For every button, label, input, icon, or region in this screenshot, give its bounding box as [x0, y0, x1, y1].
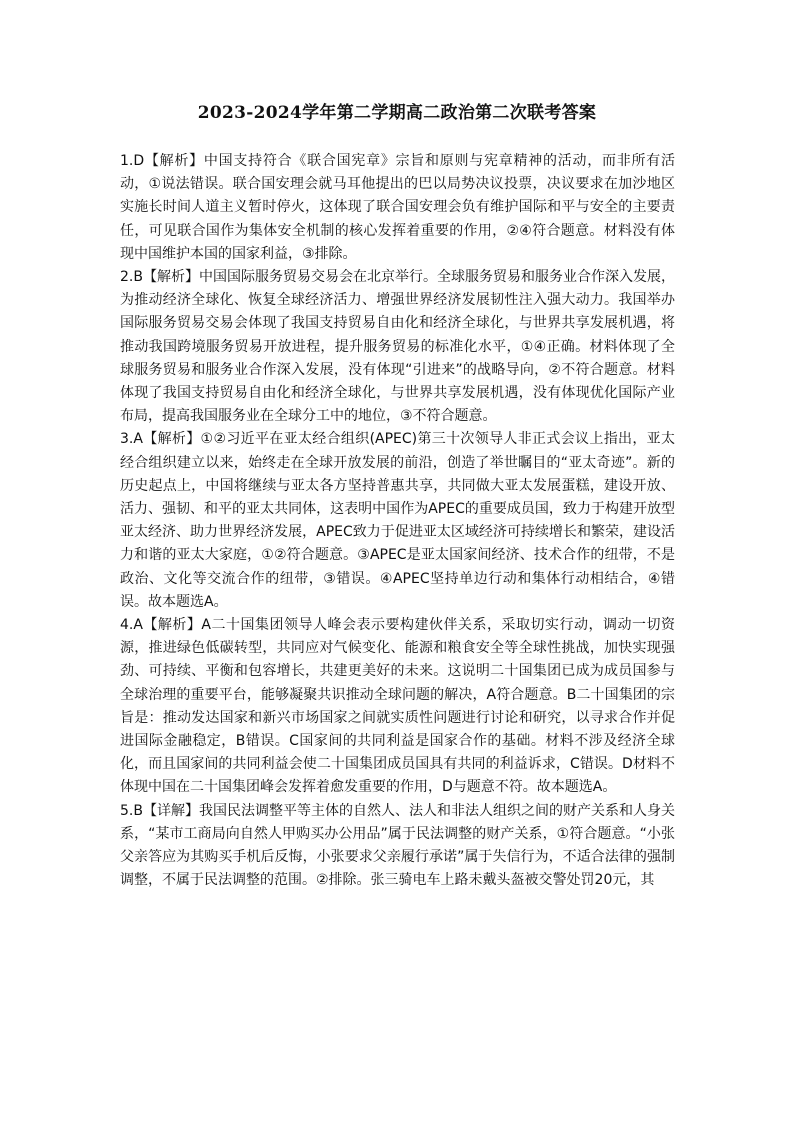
- page-title: 2023-2024学年第二学期高二政治第二次联考答案: [197, 103, 597, 123]
- answer-item-2: 2.B【解析】中国国际服务贸易交易会在北京举行。全球服务贸易和服务业合作深入发展，为推动经济全球化、恢复全球经济活力、增强世界经济发展韧性注入强大动力。我国举办国际服务贸易交易会体现了我国支持贸易自由化和经济全球化，与世界共享发展机遇，将推动我国跨境服务贸易开放进程，提升服务贸易的标准化水平，①④正确。材料体现了全球服务贸易和服务业合作深入发展，没有体现“引进来”的战略导向，②不符合题意。材料体现了我国支持贸易自由化和经济全球化，与世界共享发展机遇，没有体现优化国际产业布局，提高我国服务业在全球分工中的地位，③不符合题意。: [120, 269, 675, 425]
- answer-item-3: 3.A【解析】①②习近平在亚太经合组织(APEC)第三十次领导人非正式会议上指出，亚太经合组织建立以来，始终走在全球开放发展的前沿，创造了举世瞩目的“亚太奇迹”。新的历史起点上，中国将继续与亚太各方坚持普惠共享，共同做大亚太发展蛋糕，建设开放、活力、强韧、和平的亚太共同体，这表明中国作为APEC的重要成员国，致力于构建开放型亚太经济、助力世界经济发展，APEC致力于促进亚太区域经济可持续增长和繁荣，建设活力和谐的亚太大家庭，①②符合题意。③APEC是亚太国家间经济、技术合作的纽带，不是政治、文化等交流合作的纽带，③错误。④APEC坚持单边行动和集体行动相结合，④错误。故本题选A。: [120, 431, 675, 610]
- answer-list: [120, 150, 675, 893]
- answer-item-5: 5.B【详解】我国民法调整平等主体的自然人、法人和非法人组织之间的财产关系和人身关系，“某市工商局向自然人甲购买办公用品”属于民法调整的财产关系，①符合题意。“小张父亲答应为其购买手机后反悔，小张要求父亲履行承诺”属于失信行为，不适合法律的强制调整，不属于民法调整的范围。②排除。张三骑电车上路未戴头盔被交警处罚20元，其: [120, 802, 675, 889]
- answer-item-4: 4.A【解析】A二十国集团领导人峰会表示要构建伙伴关系，采取切实行动，调动一切资源，推进绿色低碳转型，共同应对气候变化、能源和粮食安全等全球性挑战，加快实现强劲、可持续、平衡和包容增长，共建更美好的未来。这说明二十国集团已成为成员国参与全球治理的重要平台，能够凝聚共识推动全球问题的解决，A符合题意。B二十国集团的宗旨是：推动发达国家和新兴市场国家之间就实质性问题进行讨论和研究，以寻求合作并促进国际金融稳定，B错误。C国家间的共同利益是国家合作的基础。材料不涉及经济全球化，而且国家间的共同利益会使二十国集团成员国具有共同的利益诉求，C错误。D材料不体现中国在二十国集团峰会发挥着愈发重要的作用，D与题意不符。故本题选A。: [120, 617, 675, 796]
- answer-item-1: 1.D【解析】中国支持符合《联合国宪章》宗旨和原则与宪章精神的活动，而非所有活动，①说法错误。联合国安理会就马耳他提出的巴以局势决议投票，决议要求在加沙地区实施长时间人道主义暂时停火，这体现了联合国安理会负有维护国际和平与安全的主要责任，可见联合国作为集体安全机制的核心发挥着重要的作用，②④符合题意。材料没有体现中国维护本国的国家利益，③排除。: [120, 153, 675, 262]
